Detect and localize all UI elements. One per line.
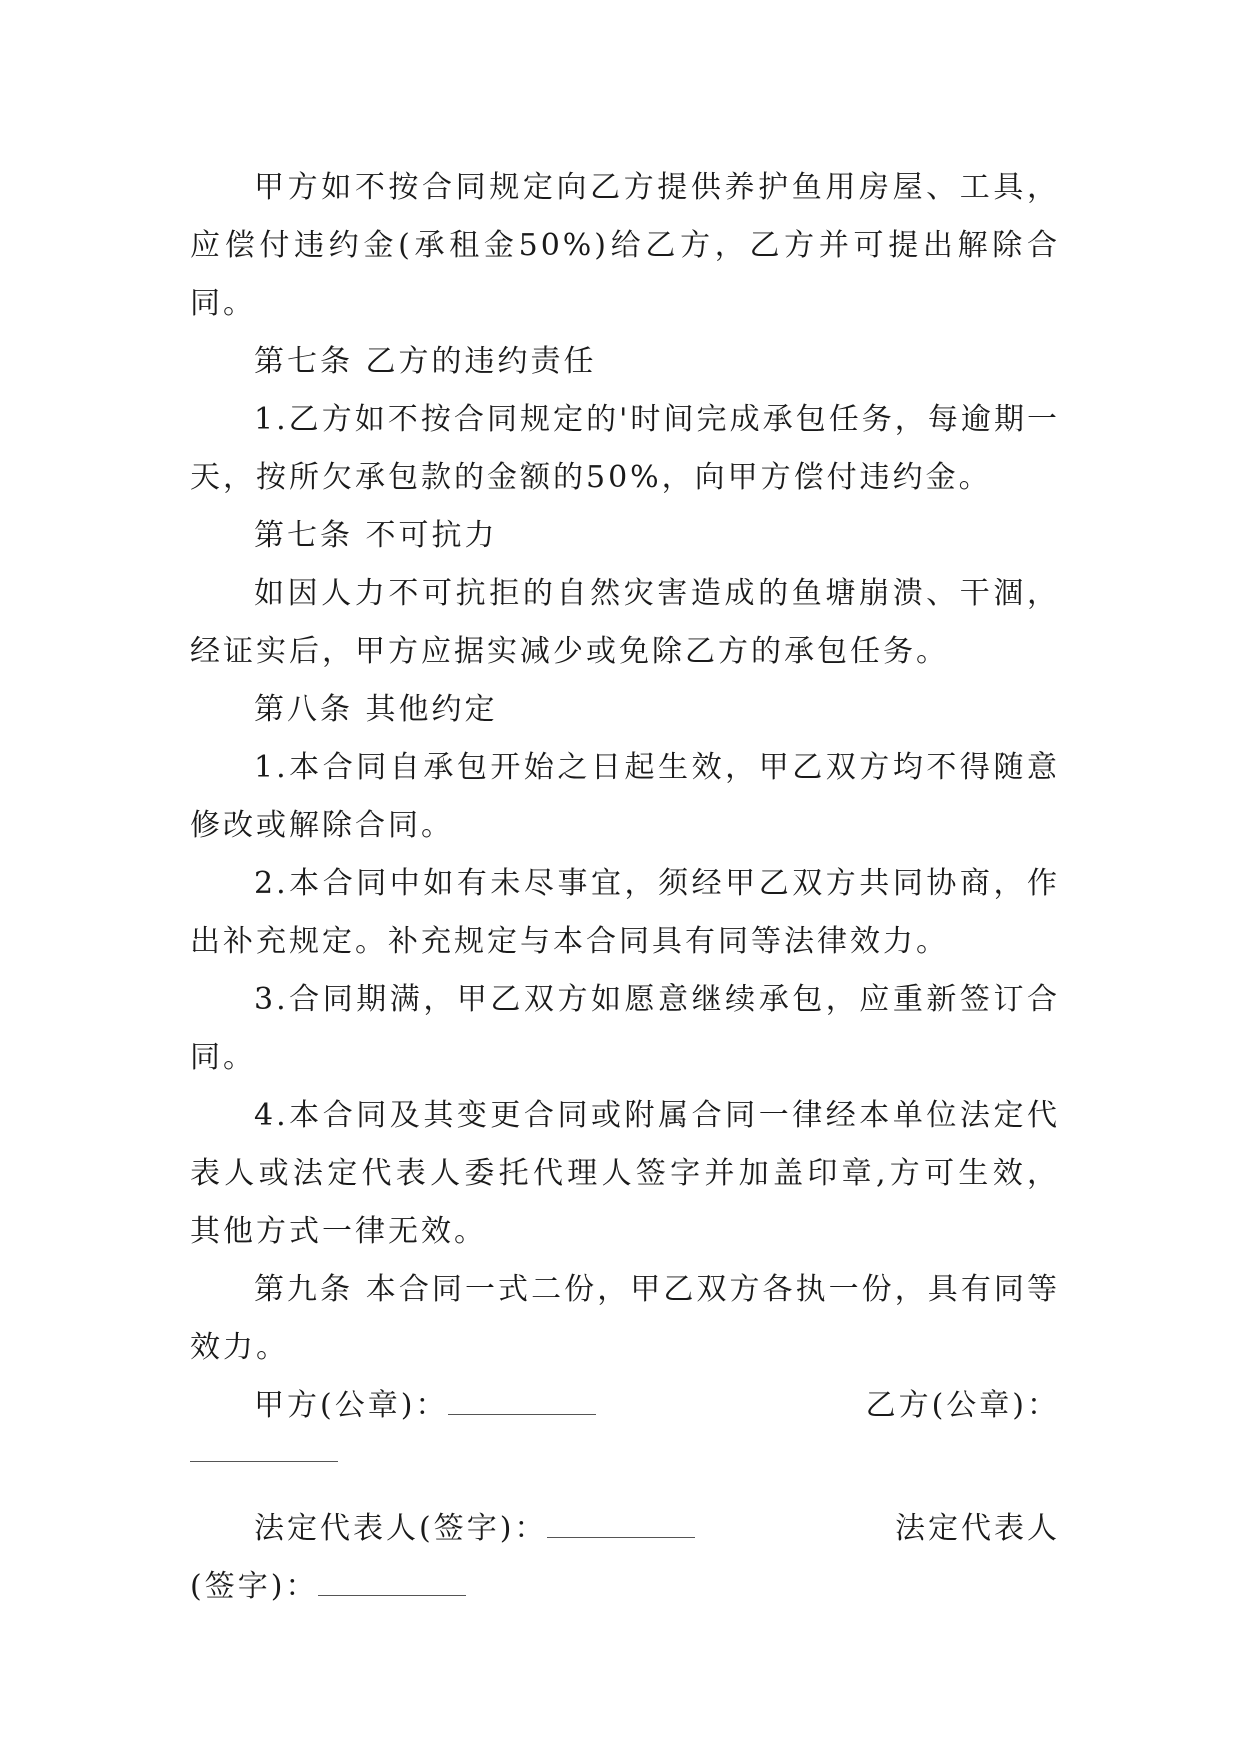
article-heading-party-b-liability: 第七条 乙方的违约责任 — [254, 344, 597, 379]
paragraph-copies: 第九条 本合同一式二份，甲乙双方各执一份，具有同等效力。 — [190, 1272, 1060, 1365]
seal-signature-row — [190, 1377, 1060, 1435]
legal-rep-b-line2 — [190, 1558, 1060, 1616]
article-heading-other-terms: 第八条 其他约定 — [254, 692, 498, 727]
party-a-seal-label: 甲方(公章)： — [254, 1388, 449, 1423]
legal-rep-b-label-line1: 法定代表人 — [895, 1511, 1060, 1546]
legal-rep-a-label: 法定代表人(签字)： — [254, 1511, 548, 1546]
paragraph-penalty-party-a: 甲方如不按合同规定向乙方提供养护鱼用房屋、工具，应偿付违约金(承租金50%)给乙方，乙方并可提出解除合同。 — [190, 170, 1060, 321]
contract-body — [190, 159, 1060, 1616]
party-a-seal — [190, 1377, 596, 1435]
legal-rep-signature-row — [190, 1500, 1060, 1558]
legal-rep-b-label-line2: (签字)： — [190, 1569, 319, 1604]
legal-rep-a-blank[interactable] — [547, 1513, 695, 1538]
party-b-seal-blank[interactable] — [190, 1435, 338, 1462]
paragraph-supplementary: 2.本合同中如有未尽事宜，须经甲乙双方共同协商，作出补充规定。补充规定与本合同具有同等法律效力。 — [190, 866, 1060, 959]
paragraph-force-majeure: 如因人力不可抗拒的自然灾害造成的鱼塘崩溃、干涸，经证实后，甲方应据实减少或免除乙方的承包任务。 — [190, 576, 1060, 669]
legal-rep-a — [190, 1500, 695, 1558]
paragraph-effective-date: 1.本合同自承包开始之日起生效，甲乙双方均不得随意修改或解除合同。 — [190, 750, 1060, 843]
paragraph-party-b-late-penalty: 1.乙方如不按合同规定的'时间完成承包任务，每逾期一天，按所欠承包款的金额的50%，向甲方偿付违约金。 — [190, 402, 1060, 495]
legal-rep-b-blank[interactable] — [318, 1571, 466, 1596]
party-a-seal-blank[interactable] — [448, 1390, 596, 1415]
article-heading-force-majeure: 第七条 不可抗力 — [254, 518, 498, 553]
paragraph-renewal: 3.合同期满，甲乙双方如愿意继续承包，应重新签订合同。 — [190, 982, 1060, 1075]
party-b-seal-label: 乙方(公章)： — [865, 1388, 1060, 1423]
paragraph-signature-requirement: 4.本合同及其变更合同或附属合同一律经本单位法定代表人或法定代表人委托代理人签字并加盖印章,方可生效，其他方式一律无效。 — [190, 1098, 1060, 1249]
